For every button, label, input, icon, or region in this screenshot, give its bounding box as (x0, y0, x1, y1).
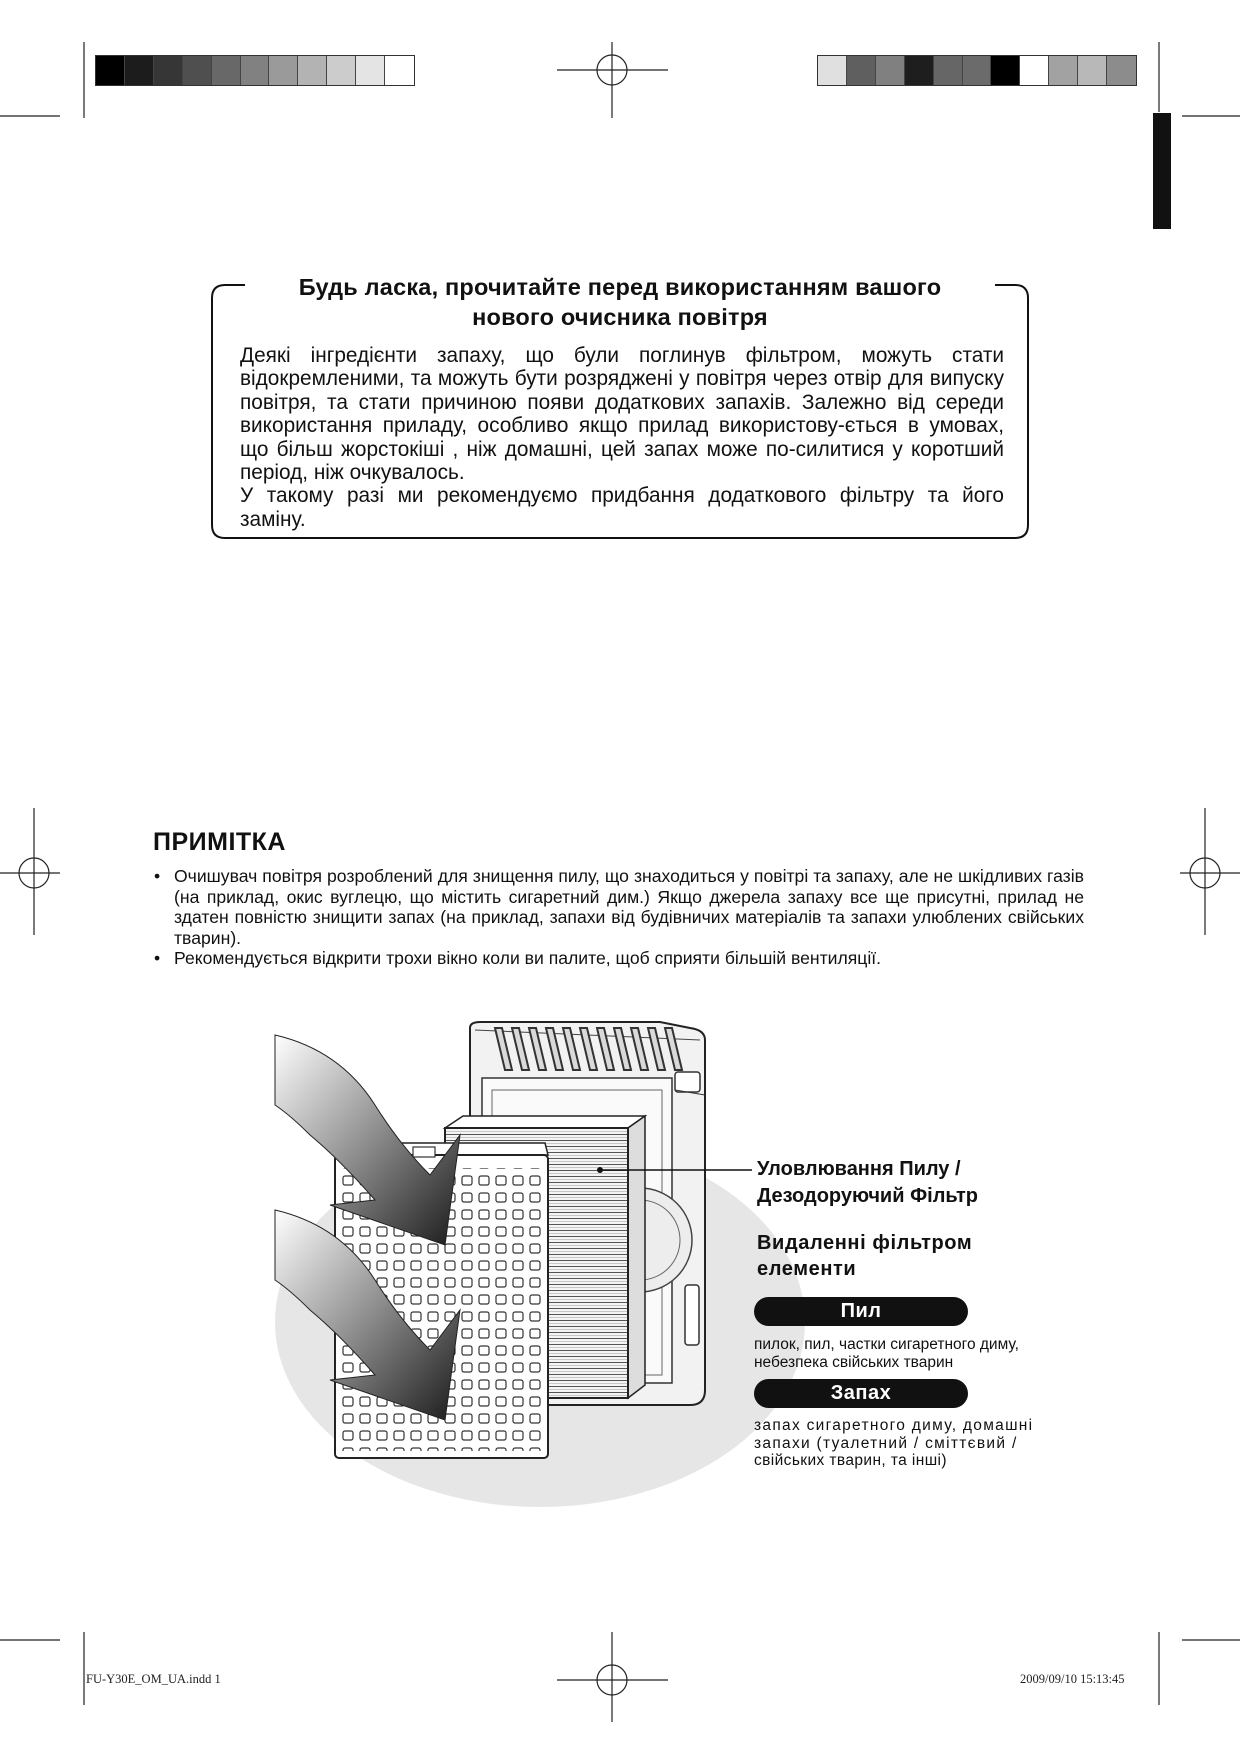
smell-desc-line1: запах сигаретного диму, домашні (754, 1417, 1034, 1434)
smell-description (754, 1417, 1033, 1470)
filter-label (757, 1156, 978, 1210)
removed-heading-line2: елементи (757, 1258, 857, 1280)
smell-desc-line3: свійських тварин, та інші) (754, 1452, 947, 1469)
notice-paragraph: У такому разі ми рекомендуємо придбання додаткового фільтру та його заміну. (240, 484, 1004, 531)
note-heading: ПРИМІТКА (153, 828, 286, 856)
file-slug: FU-Y30E_OM_UA.indd 1 (86, 1672, 221, 1686)
notice-title-line1: Будь ласка, прочитайте перед використанням вашого (293, 272, 948, 302)
note-item-text: Рекомендується відкрити трохи вікно коли ви палите, щоб сприяти більшій вентиляції. (174, 948, 882, 969)
notice-paragraph: Деякі інгредієнти запаху, що були поглинув фільтром, можуть стати відокремленими, та можуть бути розряджені у повітря через отвір для випуску повітря, та стати причиною появи додаткових запахів. Залежно від середи використання приладу, особливо якщо прилад використову-ється в умовах, що більш жорстокіші , ніж домашні, цей запах може по-силитися у коротший період, ніж очкувалось. (240, 344, 1004, 485)
smell-desc-line2: запахи (туалетний / сміттєвий / (754, 1434, 1018, 1452)
filter-label-line1: Уловлювання Пилу / (757, 1158, 961, 1180)
removed-heading-line1: Видаленні фільтром (757, 1232, 973, 1254)
dust-badge: Пил (754, 1297, 968, 1326)
notice-title-line2: нового очисника повітря (466, 302, 774, 332)
dust-desc-line1: пилок, пил, частки сигаретного диму, (754, 1336, 1019, 1353)
dust-description (754, 1336, 1019, 1371)
timestamp-slug: 2009/09/10 15:13:45 (1020, 1672, 1125, 1686)
dust-desc-line2: небезпека свійських тварин (754, 1353, 954, 1371)
note-item-text: Очишувач повітря розроблений для знищення пилу, що знаходиться у повітрі та запаху, але не шкідливих газів (на приклад, окис вуглецю, що містить сигаретний дим.) Якщо джерела запаху все ще присутні, прилад не здатен повністю знищити запах (на приклад, запахи від будівничих матеріалів та запахи улюблених свійських тварин). (174, 866, 1084, 948)
bullet: • (154, 948, 161, 969)
removed-elements-heading (757, 1230, 972, 1282)
filter-label-line2: Дезодоруючий Фільтр (757, 1185, 978, 1207)
smell-badge: Запах (754, 1379, 968, 1408)
bullet: • (154, 866, 161, 886)
filter-leader-dot (597, 1167, 603, 1173)
